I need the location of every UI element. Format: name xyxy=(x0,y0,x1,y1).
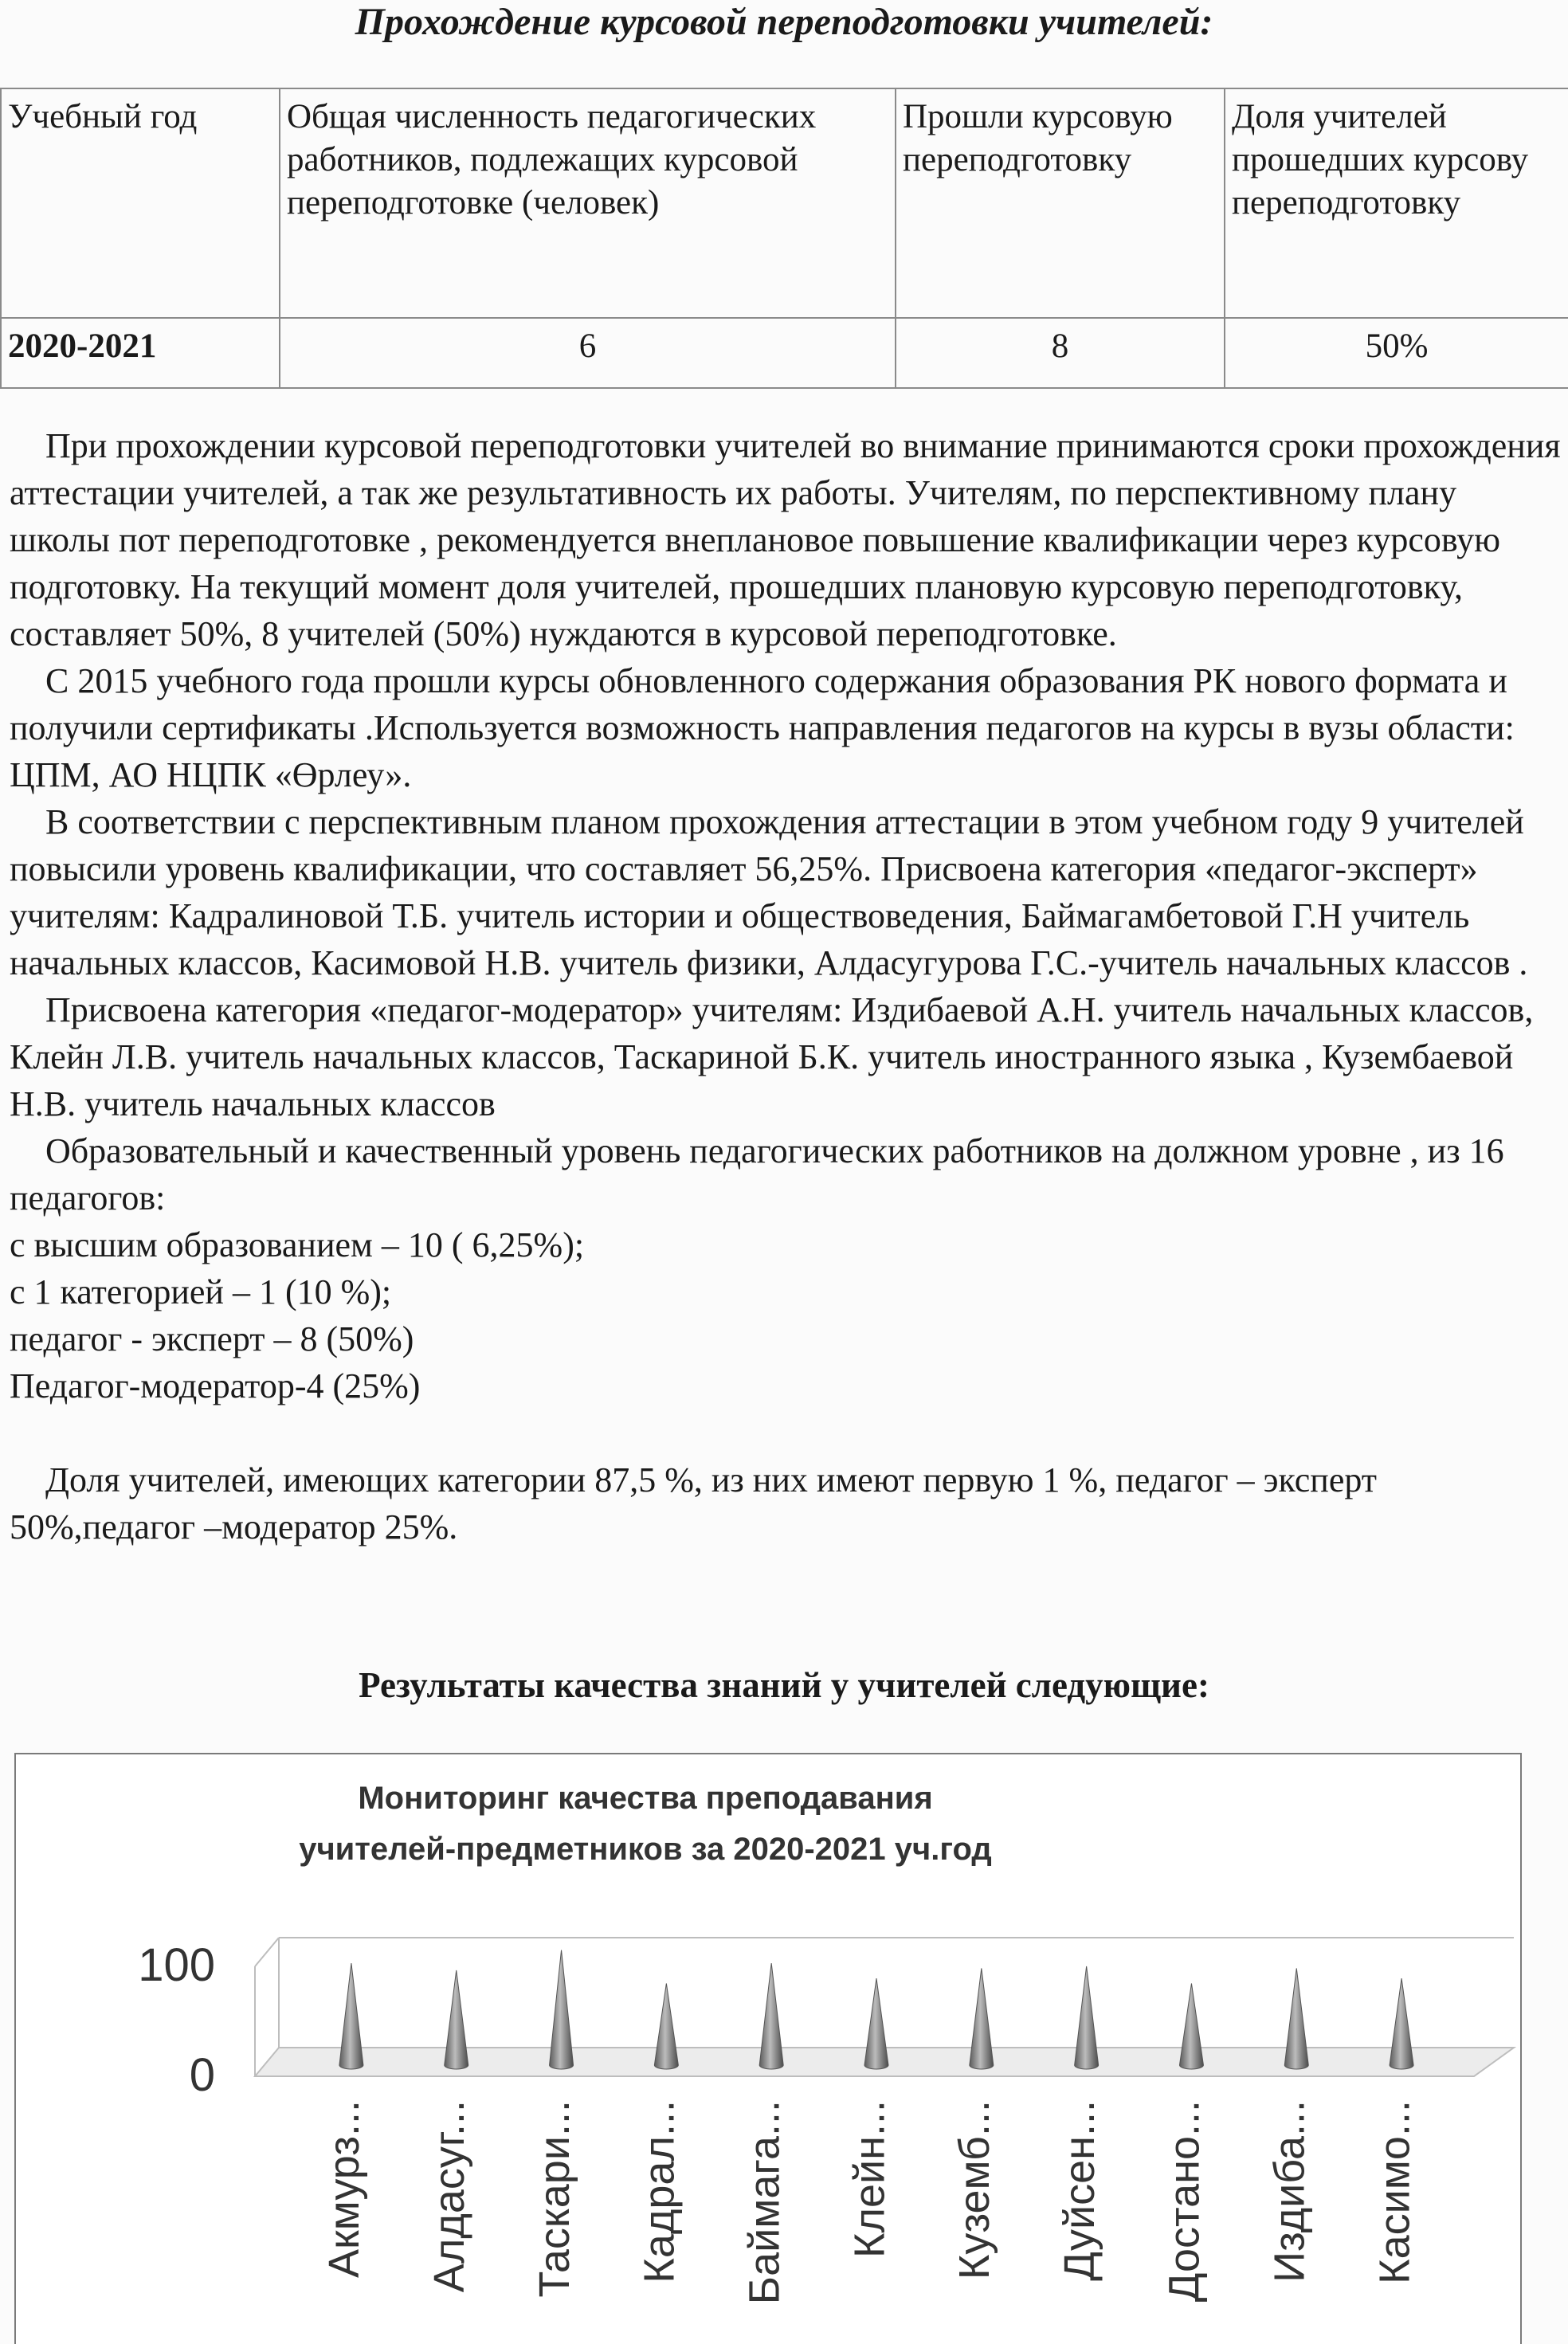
chart-cone xyxy=(1390,1978,1413,2069)
x-tick-label: Алдасуг... xyxy=(425,2100,473,2293)
table-header-row xyxy=(1,88,1568,318)
x-tick-label: Издиба... xyxy=(1265,2100,1314,2283)
spacer xyxy=(10,1409,1563,1456)
cell-year: 2020-2021 xyxy=(1,318,280,388)
courses-table xyxy=(0,88,1568,389)
x-tick-label: Таскари... xyxy=(530,2100,578,2298)
chart-cone xyxy=(339,1963,363,2069)
chart-frame xyxy=(14,1753,1522,2344)
cell-passed: 8 xyxy=(896,318,1225,388)
x-tick-label: Клейн... xyxy=(845,2100,894,2258)
paragraph-2015: С 2015 учебного года прошли курсы обновленного содержания образования РК нового формата и получили сертификаты .Используется возможность направления педагогов на курсы в вузы области: ЦПМ, АО НЦПК «Өрлеу». xyxy=(10,661,1515,794)
x-tick-label: Баймага... xyxy=(740,2100,789,2305)
paragraph-level: Образовательный и качественный уровень педагогических работников на должном уровне , из 16 педагогов: xyxy=(10,1131,1504,1217)
header-share: Доля учителей прошедших курсову переподготовку xyxy=(1225,88,1568,318)
header-year: Учебный год xyxy=(1,88,280,318)
list-item: с высшим образованием – 10 ( 6,25%); xyxy=(10,1225,585,1264)
results-heading: Результаты качества знаний у учителей следующие: xyxy=(359,1665,1209,1705)
chart-cone xyxy=(864,1978,888,2069)
x-tick-label: Куземб... xyxy=(951,2100,999,2280)
x-tick-label: Акмурз... xyxy=(320,2100,369,2278)
x-tick-label: Касимо... xyxy=(1370,2100,1419,2284)
paragraph-moderator: Присвоена категория «педагог-модератор» учителям: Издибаевой А.Н. учитель начальных классов, Клейн Л.В. учитель начальных классов, Таскариной Б.К. учитель иностранного языка , Кузембаевой Н.В. учитель начальных классов xyxy=(10,990,1534,1123)
y-tick-label: 100 xyxy=(138,1939,215,1991)
paragraph-summary: Доля учителей, имеющих категории 87,5 %, из них имеют первую 1 %, педагог – эксперт 50%,педагог –модератор 25%. xyxy=(10,1460,1378,1546)
header-passed: Прошли курсовую переподготовку xyxy=(896,88,1225,318)
quality-chart xyxy=(16,1754,1520,2344)
chart-cone xyxy=(1284,1968,1308,2069)
header-total: Общая численность педагогических работников, подлежащих курсовой переподготовке (человек) xyxy=(280,88,896,318)
chart-cone xyxy=(654,1983,678,2069)
list-item: с 1 категорией – 1 (10 %); xyxy=(10,1272,392,1311)
cell-total: 6 xyxy=(280,318,896,388)
x-tick-label: Достано... xyxy=(1160,2100,1209,2303)
page-title: Прохождение курсовой переподготовки учителей: xyxy=(355,1,1213,43)
list-item: педагог - эксперт – 8 (50%) xyxy=(10,1319,414,1358)
chart-cone xyxy=(1179,1983,1203,2069)
axis-depth-line xyxy=(255,1938,279,1966)
table-row xyxy=(1,318,1568,388)
x-tick-label: Кадрал... xyxy=(635,2100,684,2283)
y-tick-label: 0 xyxy=(189,2049,215,2101)
chart-cone xyxy=(445,1970,468,2069)
chart-title: Мониторинг качества преподавания xyxy=(358,1781,933,1816)
paragraph-courses: При прохождении курсовой переподготовки учителей во внимание принимаются сроки прохождения аттестации учителей, а так же результативность их работы. Учителям, по перспективному плану школы пот переподготовке , рекомендуется внеплановое повышение квалификации через курсовую подготовку. На текущий момент доля учителей, прошедших плановую курсовую переподготовку, составляет 50%, 8 учителей (50%) нуждаются в курсовой переподготовке. xyxy=(10,426,1561,653)
chart-cone xyxy=(550,1950,574,2069)
chart-title: учителей-предметников за 2020-2021 уч.год xyxy=(299,1832,992,1867)
list-item: Педагог-модератор-4 (25%) xyxy=(10,1366,421,1405)
chart-cone xyxy=(759,1963,783,2069)
paragraph-attestation: В соответствии с перспективным планом прохождения аттестации в этом учебном году 9 учителей повысили уровень квалификации, что составляет 56,25%. Присвоена категория «педагог-эксперт» учителям: Кадралиновой Т.Б. учитель истории и обществоведения, Баймагамбетовой Г.Н учитель начальных классов, Касимовой Н.В. учитель физики, Алдасугурова Г.С.-учитель начальных классов . xyxy=(10,802,1528,982)
chart-cone xyxy=(970,1968,994,2069)
x-tick-label: Дуйсен... xyxy=(1055,2100,1103,2281)
body-text xyxy=(10,422,1563,1550)
chart-cone xyxy=(1075,1966,1099,2069)
cell-share: 50% xyxy=(1225,318,1568,388)
